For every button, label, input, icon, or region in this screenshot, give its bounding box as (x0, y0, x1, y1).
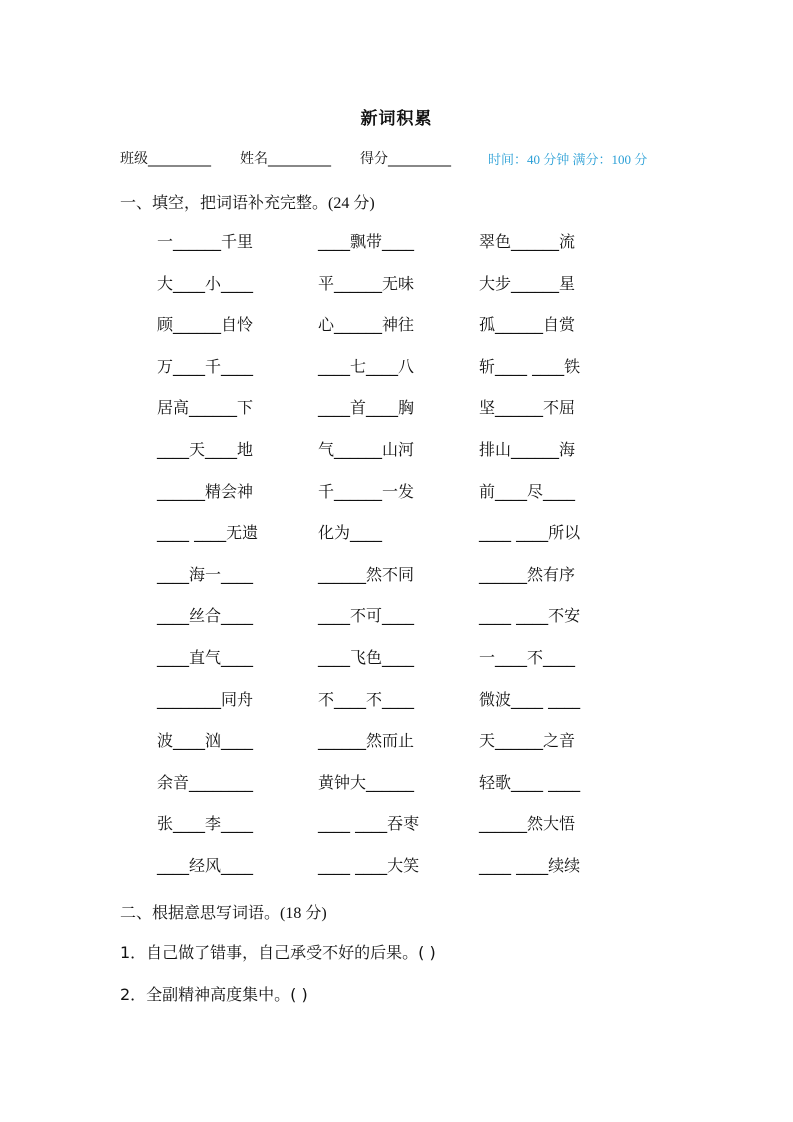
section-2-points: (18 分) (280, 905, 327, 922)
idiom-blank-cell[interactable]: ____不可____ (318, 606, 415, 625)
section-2-title: 二、根据意思写词语。 (120, 903, 281, 922)
idiom-blank-cell[interactable]: 轻歌____ ____ (479, 773, 581, 792)
idiom-blank-cell[interactable]: ____七____八 (318, 357, 415, 376)
exam-meta: 时间：40 分钟 满分：100 分 (488, 152, 648, 167)
idiom-blank-cell[interactable]: 孤______自赏 (479, 315, 576, 334)
idiom-blank-cell[interactable]: 一______千里 (157, 232, 254, 251)
idiom-blank-cell[interactable]: 气______山河 (318, 440, 415, 459)
idiom-blank-cell[interactable]: ____飘带____ (318, 232, 415, 251)
idiom-blank-cell[interactable]: ____海一____ (157, 565, 254, 584)
idiom-blank-cell[interactable]: 微波____ ____ (479, 690, 581, 709)
idiom-blank-cell[interactable]: ____ ____吞枣 (318, 814, 420, 833)
page-title: 新词积累 (360, 109, 433, 129)
idiom-blank-cell[interactable]: 斩____ ____铁 (479, 357, 581, 376)
idiom-blank-cell[interactable]: 万____千____ (157, 357, 254, 376)
idiom-blank-cell[interactable]: ____丝合____ (157, 606, 254, 625)
idiom-blank-cell[interactable]: 天______之音 (479, 731, 576, 750)
score-field[interactable]: 得分_________ (360, 151, 451, 167)
idiom-blank-cell[interactable]: 坚______不屈 (479, 398, 576, 417)
question-1[interactable]: 1．自己做了错事，自己承受不好的后果。( ) (120, 943, 436, 962)
section-2-heading (120, 900, 327, 923)
name-field[interactable]: 姓名_________ (240, 151, 331, 167)
idiom-blank-cell[interactable]: 前____尽____ (479, 482, 576, 501)
idiom-blank-cell[interactable]: 不____不____ (318, 690, 415, 709)
idiom-blank-cell[interactable]: ______精会神 (157, 482, 254, 501)
idiom-blank-cell[interactable]: ____ ____所以 (479, 523, 581, 542)
idiom-blank-cell[interactable]: ____ ____不安 (479, 606, 581, 625)
idiom-blank-cell[interactable]: ______然不同 (318, 565, 415, 584)
class-field[interactable]: 班级_________ (120, 151, 211, 167)
idiom-blank-cell[interactable]: ______然大悟 (479, 814, 576, 833)
question-2[interactable]: 2．全副精神高度集中。( ) (120, 985, 308, 1004)
idiom-blank-cell[interactable]: 余音________ (157, 773, 254, 792)
idiom-blank-cell[interactable]: 千______一发 (318, 482, 415, 501)
idiom-blank-cell[interactable]: ____直气____ (157, 648, 254, 667)
idiom-blank-cell[interactable]: 一____不____ (479, 648, 576, 667)
idiom-blank-cell[interactable]: ____天____地 (157, 440, 254, 459)
idiom-blank-cell[interactable]: 大____小____ (157, 274, 254, 293)
idiom-blank-cell[interactable]: ____ ____续续 (479, 856, 581, 875)
idiom-blank-cell[interactable]: ____ ____大笑 (318, 856, 420, 875)
idiom-blank-cell[interactable]: 翠色______流 (479, 232, 576, 251)
section-1-points: (24 分) (328, 195, 375, 212)
idiom-blank-cell[interactable]: 波____汹____ (157, 731, 254, 750)
idiom-blank-cell[interactable]: 平______无味 (318, 274, 415, 293)
idiom-blank-cell[interactable]: 心______神往 (318, 315, 415, 334)
section-1-title: 一、填空，把词语补充完整。 (120, 193, 329, 212)
idiom-blank-cell[interactable]: ____飞色____ (318, 648, 415, 667)
idiom-blank-cell[interactable]: 大步______星 (479, 274, 576, 293)
idiom-blank-cell[interactable]: ________同舟 (157, 690, 254, 709)
idiom-blank-cell[interactable]: 居高______下 (157, 398, 254, 417)
idiom-blank-cell[interactable]: ____首____胸 (318, 398, 415, 417)
idiom-blank-cell[interactable]: 顾______自怜 (157, 315, 254, 334)
idiom-blank-cell[interactable]: 化为____ (318, 523, 383, 542)
idiom-blank-cell[interactable]: 黄钟大______ (318, 773, 415, 792)
student-info-line (120, 148, 680, 168)
idiom-blank-cell[interactable]: ____经风____ (157, 856, 254, 875)
idiom-blank-cell[interactable]: ____ ____无遗 (157, 523, 259, 542)
idiom-blank-cell[interactable]: 排山______海 (479, 440, 576, 459)
section-1-heading (120, 190, 375, 213)
idiom-blank-cell[interactable]: ______然而止 (318, 731, 415, 750)
idiom-blank-cell[interactable]: 张____李____ (157, 814, 254, 833)
idiom-blank-cell[interactable]: ______然有序 (479, 565, 576, 584)
